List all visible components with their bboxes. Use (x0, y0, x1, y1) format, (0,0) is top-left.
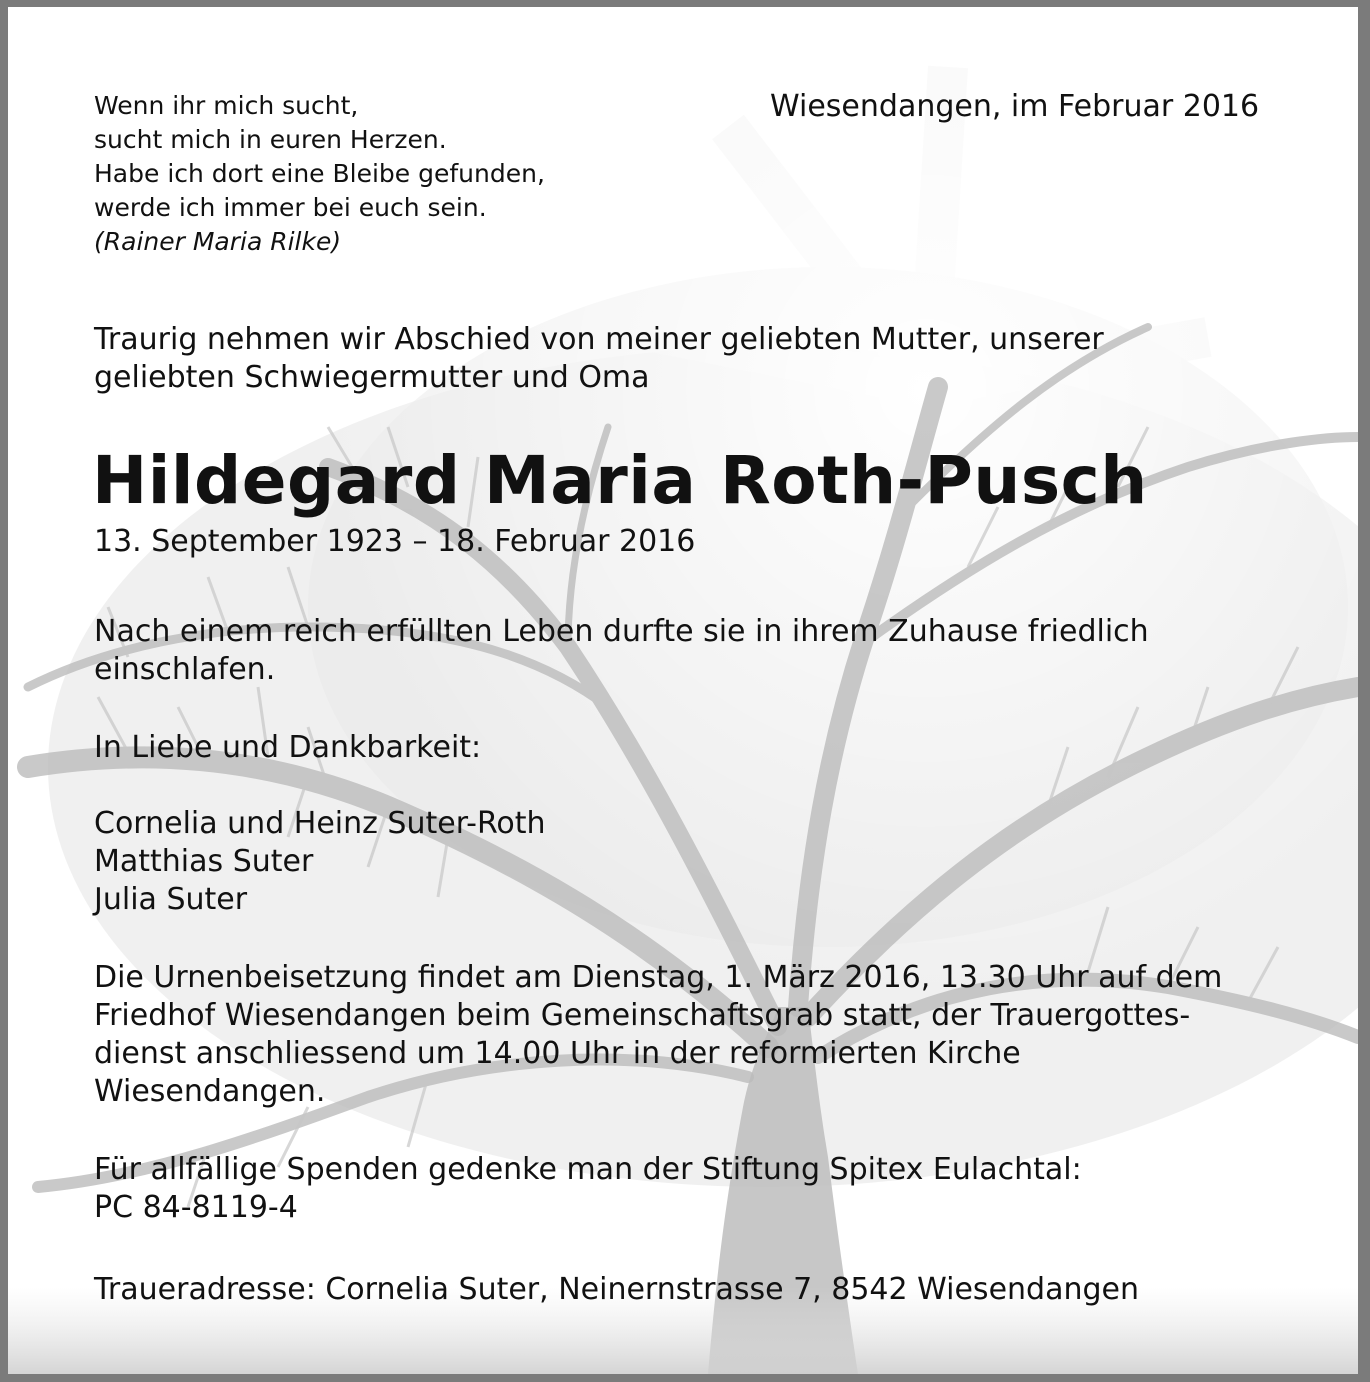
place-and-date: Wiesendangen, im Februar 2016 (770, 89, 1260, 124)
service-line: dienst anschliessend um 14.00 Uhr in der reformierten Kirche (94, 1036, 1021, 1071)
service-line: Wiesendangen. (94, 1074, 326, 1109)
family-member: Matthias Suter (94, 844, 314, 879)
poem-author: (Rainer Maria Rilke) (94, 227, 342, 256)
poem-line: werde ich immer bei euch sein. (94, 193, 487, 222)
poem-line: Wenn ihr mich sucht, (94, 91, 359, 120)
donation-account: PC 84-8119-4 (94, 1190, 298, 1225)
service-line: Friedhof Wiesendangen beim Gemeinschaftsgrab statt, der Trauergottes- (94, 998, 1191, 1033)
deceased-name: Hildegard Maria Roth-Pusch (92, 442, 1148, 519)
rilke-poem (94, 89, 545, 259)
service-line: Die Urnenbeisetzung findet am Dienstag, 1. März 2016, 13.30 Uhr auf dem (94, 960, 1223, 995)
intro-line: geliebten Schwiegermutter und Oma (94, 360, 650, 395)
life-line: einschlafen. (94, 652, 276, 687)
family-list (94, 805, 546, 919)
family-member: Julia Suter (94, 882, 248, 917)
intro-line: Traurig nehmen wir Abschied von meiner geliebten Mutter, unserer (94, 322, 1104, 357)
mourning-address: Traueradresse: Cornelia Suter, Neinernstrasse 7, 8542 Wiesendangen (94, 1272, 1139, 1307)
donation-line: Für allfällige Spenden gedenke man der Stiftung Spitex Eulachtal: (94, 1152, 1082, 1187)
life-line: Nach einem reich erfüllten Leben durfte sie in ihrem Zuhause friedlich (94, 614, 1149, 649)
life-dates: 13. September 1923 – 18. Februar 2016 (94, 524, 696, 559)
poem-line: Habe ich dort eine Bleibe gefunden, (94, 159, 545, 188)
poem-line: sucht mich in euren Herzen. (94, 125, 447, 154)
donation-info (94, 1151, 1082, 1227)
thanks-line: In Liebe und Dankbarkeit: (94, 730, 482, 765)
farewell-intro (94, 321, 1104, 397)
service-details (94, 959, 1222, 1111)
life-statement (94, 613, 1149, 689)
family-member: Cornelia und Heinz Suter-Roth (94, 806, 546, 841)
